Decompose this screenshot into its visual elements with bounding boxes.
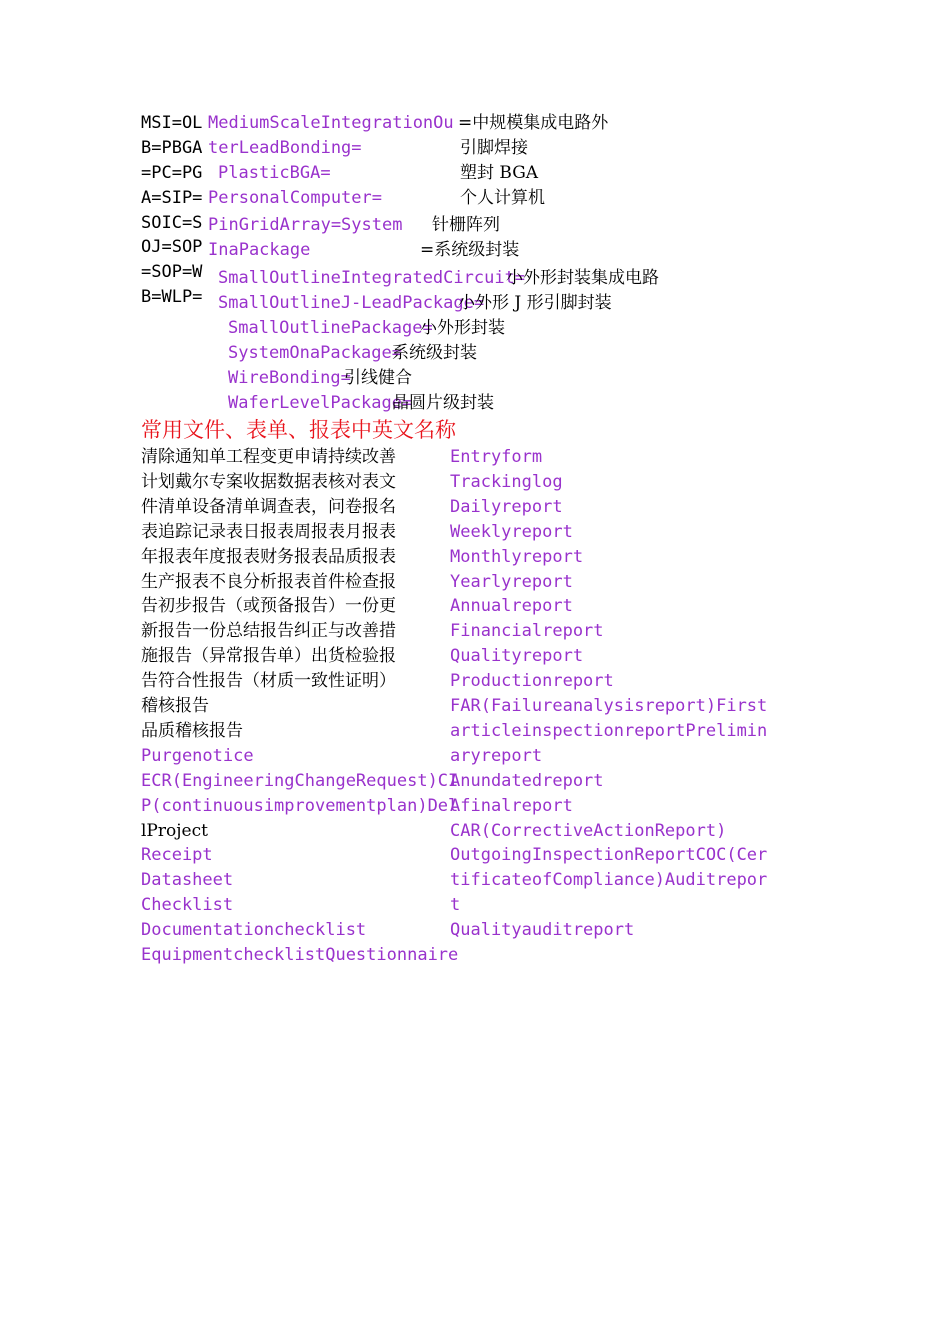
- left-col-line: 稽核报告: [141, 696, 209, 716]
- glossary-en-1: terLeadBonding=: [208, 138, 362, 158]
- glossary-en-9: SystemOnaPackage=: [228, 343, 402, 363]
- left-col-line: 表追踪记录表日报表周报表月报表: [141, 521, 396, 542]
- abbr-line-6: =SOP=W: [141, 262, 203, 282]
- glossary-en-4: PinGridArray=System: [208, 215, 403, 235]
- glossary-cn-10: 引线健合: [344, 368, 412, 388]
- glossary-en-2: PlasticBGA=: [218, 163, 331, 183]
- left-col-line: 告初步报告（或预备报告）一份更: [141, 596, 396, 617]
- abbr-line-7: B=WLP=: [141, 287, 203, 307]
- left-col-line: P(continuousimprovementplan)Del: [141, 795, 459, 816]
- abbr-line-4: SOIC=S: [141, 213, 203, 233]
- section-title: 常用文件、表单、报表中英文名称: [141, 418, 456, 442]
- glossary-cn-11: 晶圆片级封装: [392, 393, 494, 413]
- glossary-cn-1: 引脚焊接: [460, 138, 528, 158]
- right-col-line: Dailyreport: [450, 496, 563, 517]
- glossary-en-7: SmallOutlineJ-LeadPackage=: [218, 293, 485, 313]
- left-col-line: ECR(EngineeringChangeRequest)CI: [141, 770, 459, 791]
- left-col-line: Documentationchecklist: [141, 920, 367, 941]
- right-col-line: OutgoingInspectionReportCOC(Cer: [450, 845, 768, 866]
- glossary-en-0: MediumScaleIntegrationOu: [208, 113, 454, 133]
- right-col-line: Afinalreport: [450, 795, 573, 816]
- right-col-line: Annualreport: [450, 596, 573, 617]
- glossary-en-5: InaPackage: [208, 240, 311, 260]
- glossary-en-10: WireBonding=: [228, 368, 351, 388]
- glossary-en-3: PersonalComputer=: [208, 188, 382, 208]
- right-col-line: Anundatedreport: [450, 770, 604, 791]
- abbr-line-3: A=SIP=: [141, 188, 203, 208]
- glossary-en-8: SmallOutlinePackage=: [228, 318, 433, 338]
- left-col-line: 施报告（异常报告单）出货检验报: [141, 646, 396, 667]
- left-col-line: 告符合性报告（材质一致性证明）: [141, 671, 396, 692]
- right-col-line: t: [450, 895, 461, 916]
- glossary-cn-0: =中规模集成电路外: [458, 113, 609, 133]
- left-col-line: 件清单设备清单调查表，问卷报名: [141, 496, 396, 517]
- right-col-line: aryreport: [450, 745, 543, 766]
- right-col-line: Entryform: [450, 447, 543, 467]
- glossary-cn-8: 小外形封装: [420, 318, 505, 338]
- glossary-en-11: WaferLevelPackage=: [228, 393, 413, 413]
- right-col-line: Productionreport: [450, 671, 614, 692]
- glossary-cn-9: 系统级封装: [392, 343, 477, 363]
- right-col-line: CAR(CorrectiveActionReport): [450, 820, 727, 841]
- right-col-line: Trackinglog: [450, 471, 563, 492]
- left-col-line: 品质稽核报告: [141, 720, 243, 741]
- glossary-en-6: SmallOutlineIntegratedCircuit=: [218, 268, 526, 288]
- left-col-line: Purgenotice: [141, 745, 254, 766]
- right-col-line: Weeklyreport: [450, 521, 573, 542]
- left-col-line: 清除通知单工程变更申请持续改善: [141, 447, 396, 467]
- glossary-cn-3: 个人计算机: [460, 188, 545, 208]
- right-col-line: articleinspectionreportPrelimin: [450, 720, 768, 741]
- glossary-cn-5: =系统级封装: [420, 240, 520, 260]
- left-col-line: Datasheet: [141, 870, 234, 891]
- right-col-line: Qualityauditreport: [450, 920, 635, 941]
- glossary-cn-6: 小外形封装集成电路: [506, 268, 659, 288]
- glossary-cn-4: 针栅阵列: [432, 215, 500, 235]
- left-col-line: Receipt: [141, 845, 213, 866]
- glossary-cn-2: 塑封 BGA: [460, 163, 539, 183]
- left-col-line: 生产报表不良分析报表首件检查报: [141, 571, 396, 592]
- left-col-line: Checklist: [141, 895, 234, 916]
- glossary-cn-7: 小外形 J 形引脚封装: [458, 293, 612, 313]
- abbr-line-0: MSI=OL: [141, 113, 203, 133]
- left-col-line: 新报告一份总结报告纠正与改善措: [141, 621, 396, 642]
- abbr-line-1: B=PBGA: [141, 138, 203, 158]
- right-col-line: tificateofCompliance)Auditrepor: [450, 870, 768, 891]
- right-col-line: Monthlyreport: [450, 546, 584, 567]
- left-col-line: 年报表年度报表财务报表品质报表: [141, 546, 396, 567]
- right-col-line: FAR(Failureanalysisreport)First: [450, 696, 768, 716]
- right-col-line: Qualityreport: [450, 646, 584, 667]
- left-col-line: 计划戴尔专案收据数据表核对表文: [141, 471, 396, 492]
- abbr-line-5: OJ=SOP: [141, 237, 203, 257]
- left-col-line: lProject: [141, 820, 208, 841]
- abbr-line-2: =PC=PG: [141, 163, 203, 183]
- right-col-line: Financialreport: [450, 621, 604, 642]
- left-col-line: EquipmentchecklistQuestionnaire: [141, 945, 459, 965]
- right-col-line: Yearlyreport: [450, 571, 573, 592]
